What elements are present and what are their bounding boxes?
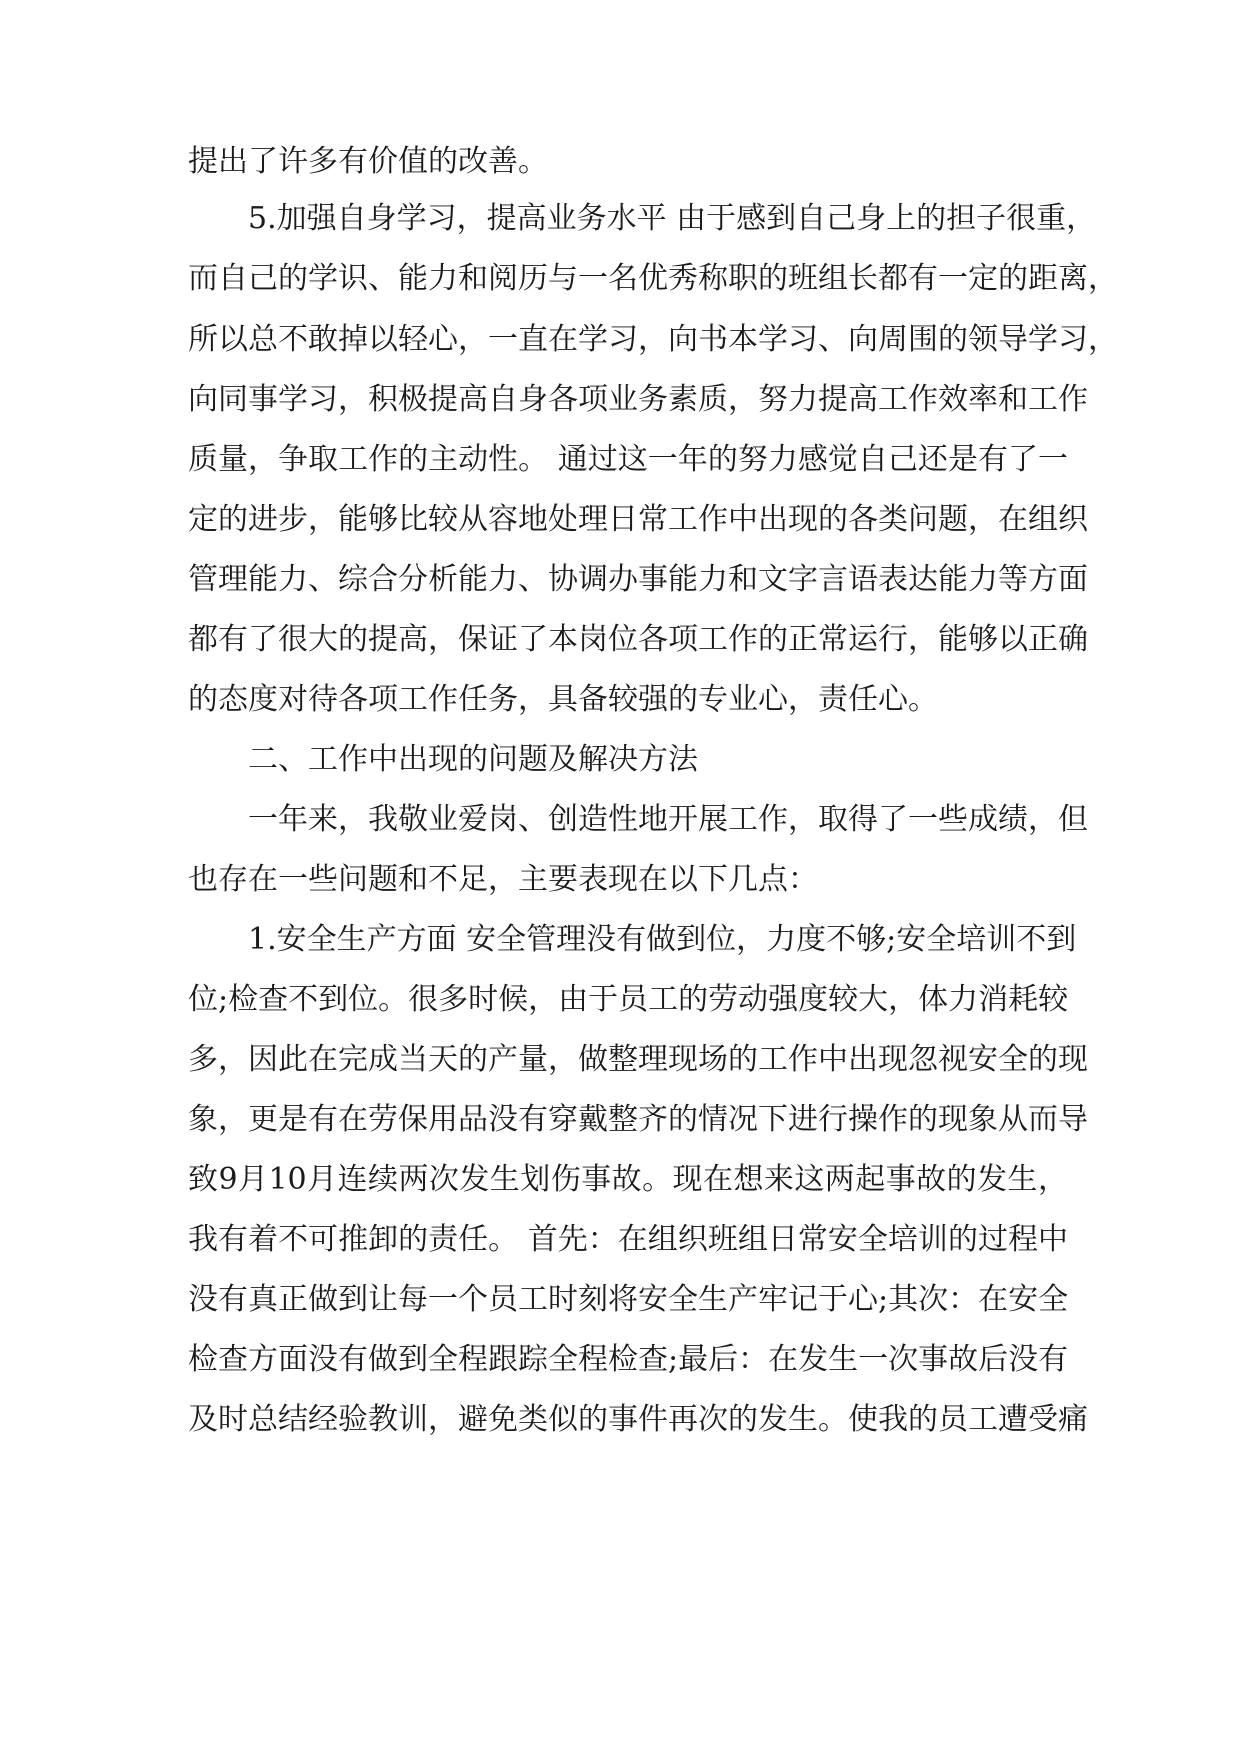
text-line: 都有了很大的提高，保证了本岗位各项工作的正常运行，能够以正确 (188, 622, 1088, 657)
text-line: 定的进步，能够比较从容地处理日常工作中出现的各类问题，在组织 (188, 502, 1088, 537)
text-line: 及时总结经验教训，避免类似的事件再次的发生。使我的员工遭受痛 (188, 1402, 1088, 1437)
text-line: 5.加强自身学习，提高业务水平 由于感到自己身上的担子很重， (248, 201, 1097, 236)
text-line: 的态度对待各项工作任务，具备较强的专业心，责任心。 (188, 682, 938, 717)
text-line: 位;检查不到位。很多时候，由于员工的劳动强度较大，体力消耗较 (188, 982, 1069, 1017)
text-line: 多，因此在完成当天的产量，做整理现场的工作中出现忽视安全的现 (188, 1042, 1088, 1077)
section-heading: 二、工作中出现的问题及解决方法 (248, 742, 698, 777)
text-line: 所以总不敢掉以轻心，一直在学习，向书本学习、向周围的领导学习， (188, 322, 1118, 357)
text-line: 也存在一些问题和不足，主要表现在以下几点： (188, 862, 818, 897)
text-line: 致9月10月连续两次发生划伤事故。现在想来这两起事故的发生， (188, 1162, 1068, 1197)
text-line: 我有着不可推卸的责任。 首先：在组织班组日常安全培训的过程中 (188, 1222, 1068, 1257)
text-line: 一年来，我敬业爱岗、创造性地开展工作，取得了一些成绩，但 (248, 802, 1088, 837)
text-line: 管理能力、综合分析能力、协调办事能力和文字言语表达能力等方面 (188, 562, 1088, 597)
text-line: 1.安全生产方面 安全管理没有做到位，力度不够;安全培训不到 (248, 922, 1077, 957)
text-line: 向同事学习，积极提高自身各项业务素质，努力提高工作效率和工作 (188, 382, 1088, 417)
text-line: 检查方面没有做到全程跟踪全程检查;最后：在发生一次事故后没有 (188, 1342, 1069, 1377)
text-line: 象，更是有在劳保用品没有穿戴整齐的情况下进行操作的现象从而导 (188, 1102, 1088, 1137)
text-line: 而自己的学识、能力和阅历与一名优秀称职的班组长都有一定的距离， (188, 261, 1118, 296)
text-line: 提出了许多有价值的改善。 (188, 144, 548, 179)
text-line: 质量，争取工作的主动性。 通过这一年的努力感觉自己还是有了一 (188, 442, 1068, 477)
text-line: 没有真正做到让每一个员工时刻将安全生产牢记于心;其次：在安全 (188, 1282, 1069, 1317)
